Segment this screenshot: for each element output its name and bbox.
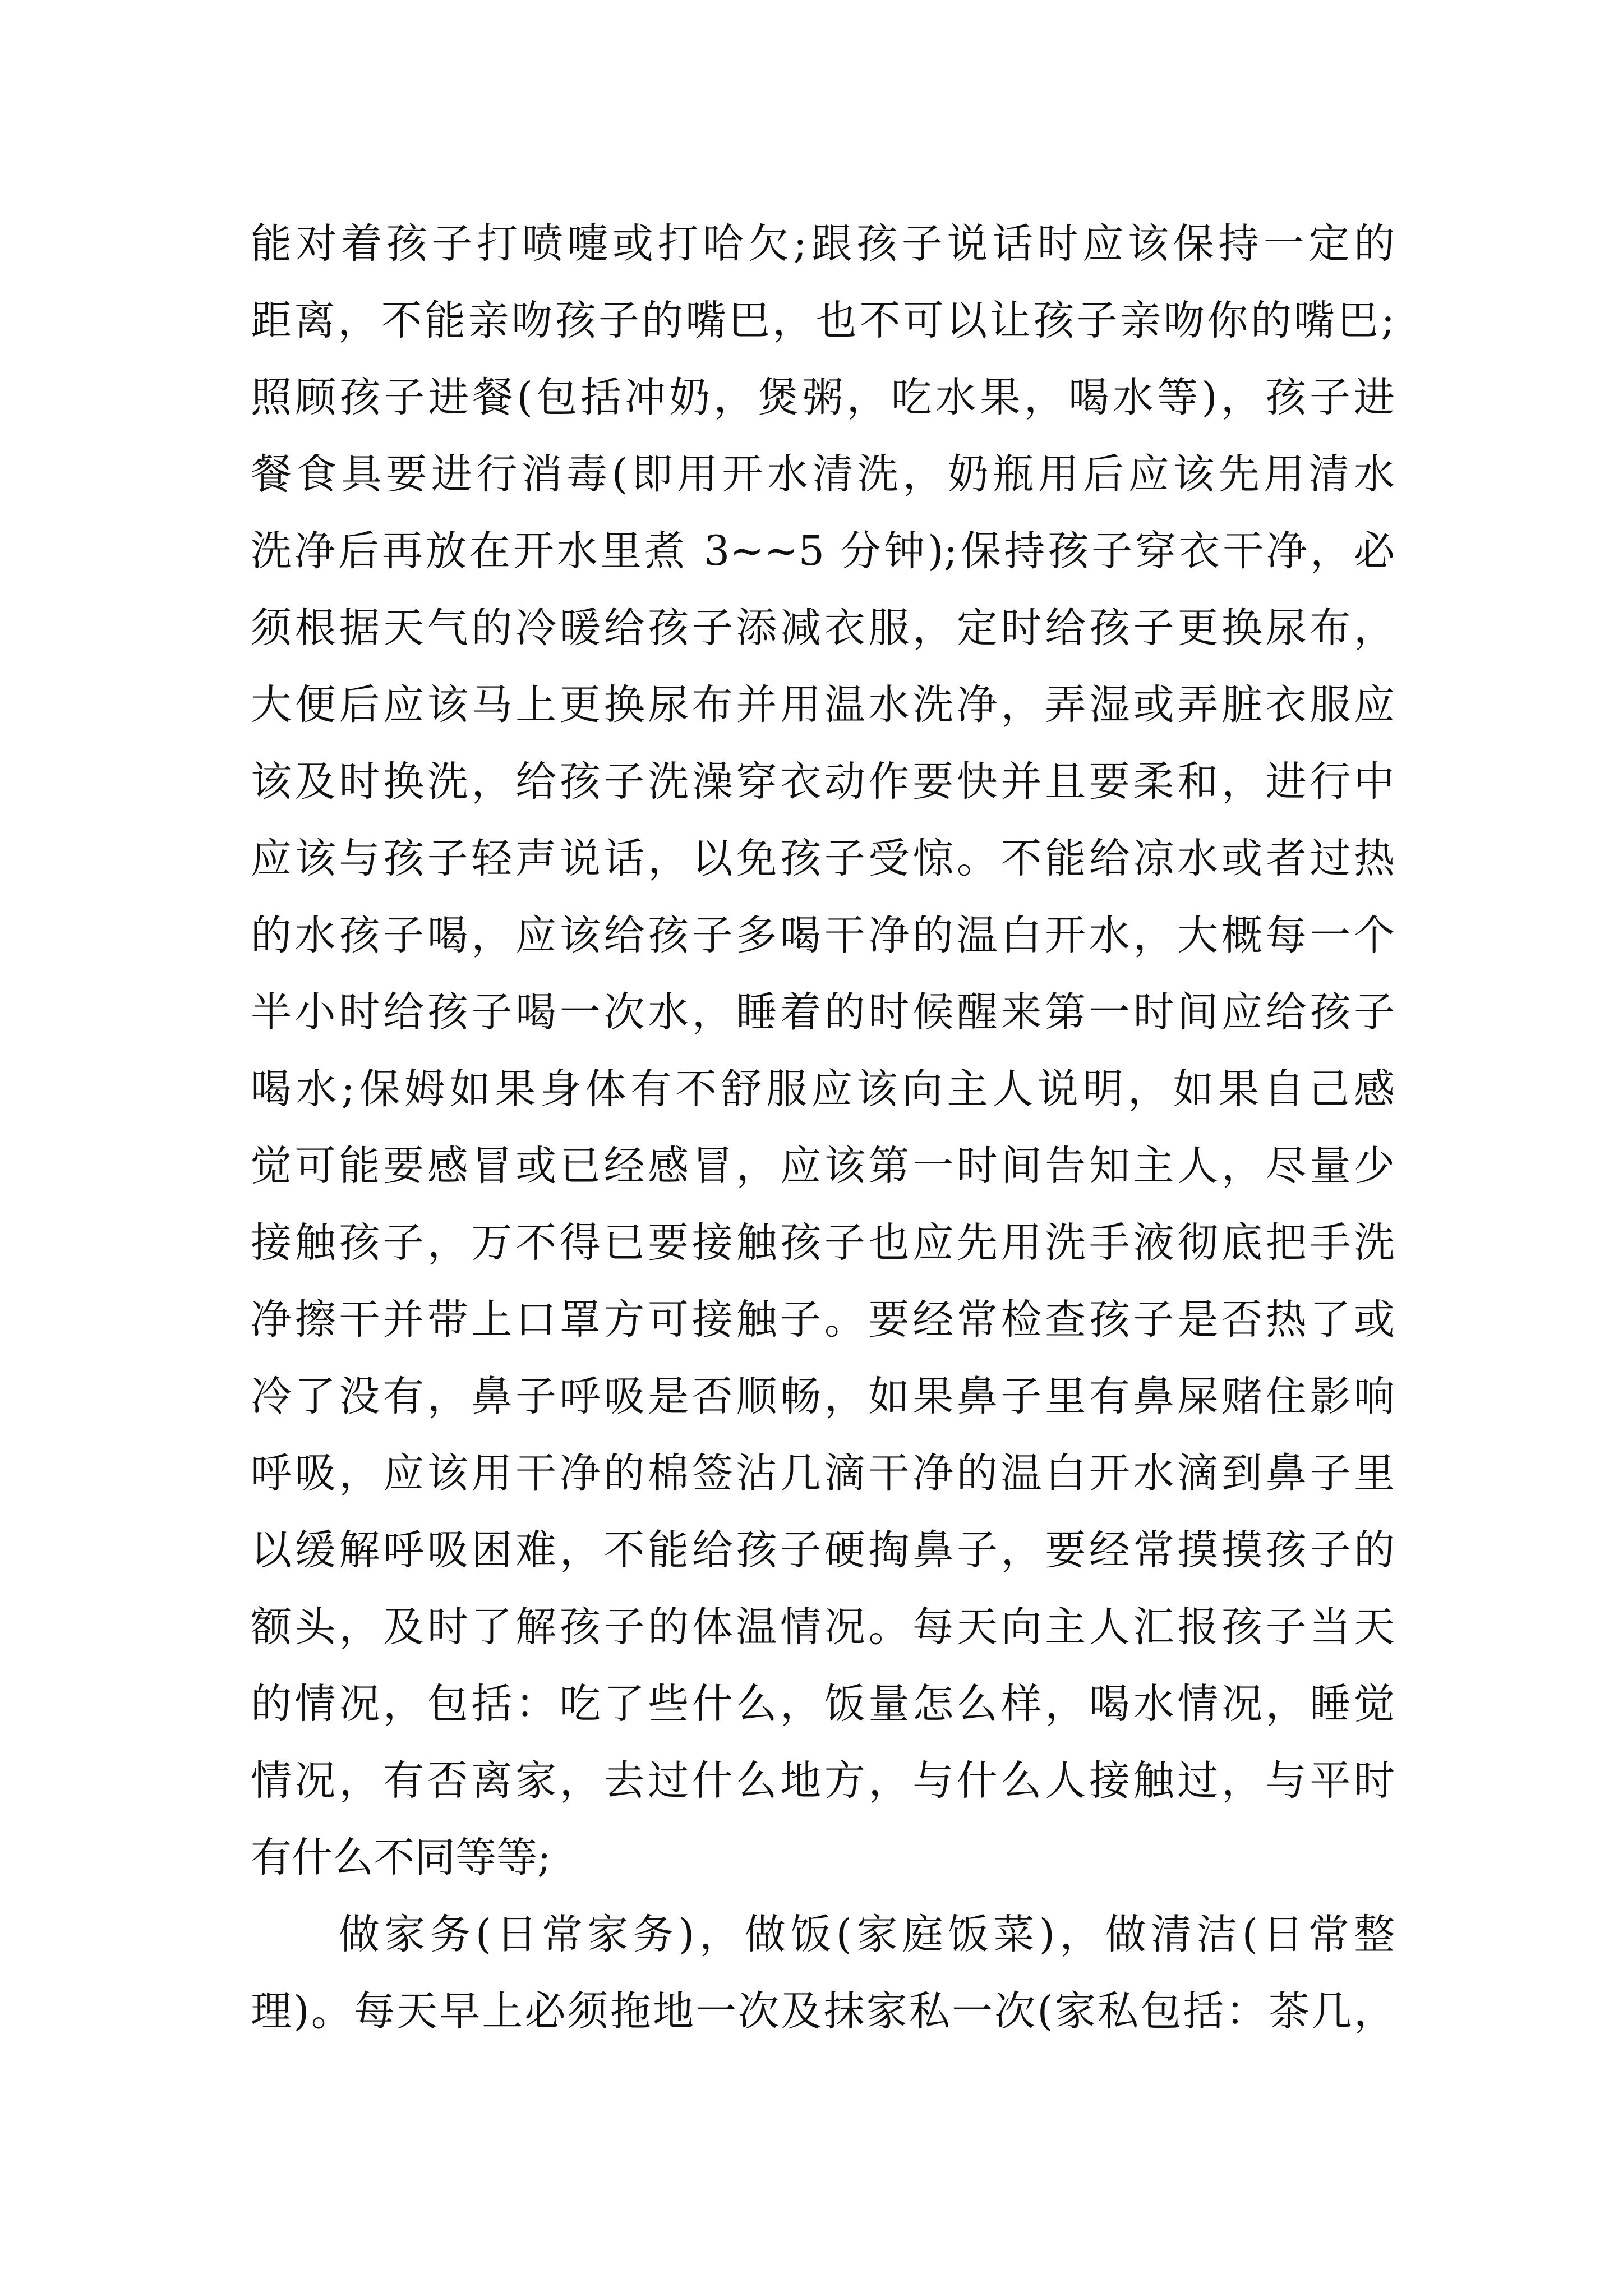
text-line: 呼吸，应该用干净的棉签沾几滴干净的温白开水滴到鼻子里 — [251, 1450, 1395, 1497]
text-line: 餐食具要进行消毒(即用开水清洗，奶瓶用后应该先用清水 — [251, 450, 1395, 498]
text-line: 理)。每天早上必须拖地一次及抹家私一次(家私包括：茶几， — [251, 1987, 1395, 2035]
text-line: 以缓解呼吸困难，不能给孩子硬掏鼻子，要经常摸摸孩子的 — [251, 1526, 1395, 1574]
text-line: 洗净后再放在开水里煮 3~~5 分钟);保持孩子穿衣干净，必 — [251, 527, 1395, 575]
text-line: 大便后应该马上更换尿布并用温水洗净，弄湿或弄脏衣服应 — [251, 681, 1395, 729]
text-line: 须根据天气的冷暖给孩子添减衣服，定时给孩子更换尿布， — [251, 604, 1395, 652]
body-text — [251, 205, 1395, 2050]
text-line: 情况，有否离家，去过什么地方，与什么人接触过，与平时 — [251, 1757, 1395, 1805]
text-line: 能对着孩子打喷嚏或打哈欠;跟孩子说话时应该保持一定的 — [251, 220, 1395, 268]
text-line: 的水孩子喝，应该给孩子多喝干净的温白开水，大概每一个 — [251, 912, 1395, 959]
text-line: 冷了没有，鼻子呼吸是否顺畅，如果鼻子里有鼻屎赌住影响 — [251, 1373, 1395, 1420]
text-line: 接触孩子，万不得已要接触孩子也应先用洗手液彻底把手洗 — [251, 1219, 1395, 1267]
text-line: 半小时给孩子喝一次水，睡着的时候醒来第一时间应给孩子 — [251, 988, 1395, 1036]
text-line: 有什么不同等等; — [251, 1834, 551, 1881]
text-line: 的情况，包括：吃了些什么，饭量怎么样，喝水情况，睡觉 — [251, 1680, 1395, 1728]
text-line: 应该与孩子轻声说话，以免孩子受惊。不能给凉水或者过热 — [251, 835, 1395, 882]
text-line: 净擦干并带上口罩方可接触子。要经常检查孩子是否热了或 — [251, 1296, 1395, 1343]
text-line: 做家务(日常家务)，做饭(家庭饭菜)，做清洁(日常整 — [339, 1911, 1395, 1958]
paragraph-2 — [251, 1896, 1395, 2050]
text-line: 照顾孩子进餐(包括冲奶，煲粥，吃水果，喝水等)，孩子进 — [251, 374, 1395, 421]
text-line: 额头，及时了解孩子的体温情况。每天向主人汇报孩子当天 — [251, 1603, 1395, 1651]
text-line: 觉可能要感冒或已经感冒，应该第一时间告知主人，尽量少 — [251, 1142, 1395, 1190]
paragraph-1 — [251, 205, 1395, 1896]
text-line: 喝水;保姆如果身体有不舒服应该向主人说明，如果自己感 — [251, 1065, 1395, 1113]
text-line: 该及时换洗，给孩子洗澡穿衣动作要快并且要柔和，进行中 — [251, 758, 1395, 806]
text-line: 距离，不能亲吻孩子的嘴巴，也不可以让孩子亲吻你的嘴巴; — [251, 297, 1395, 344]
